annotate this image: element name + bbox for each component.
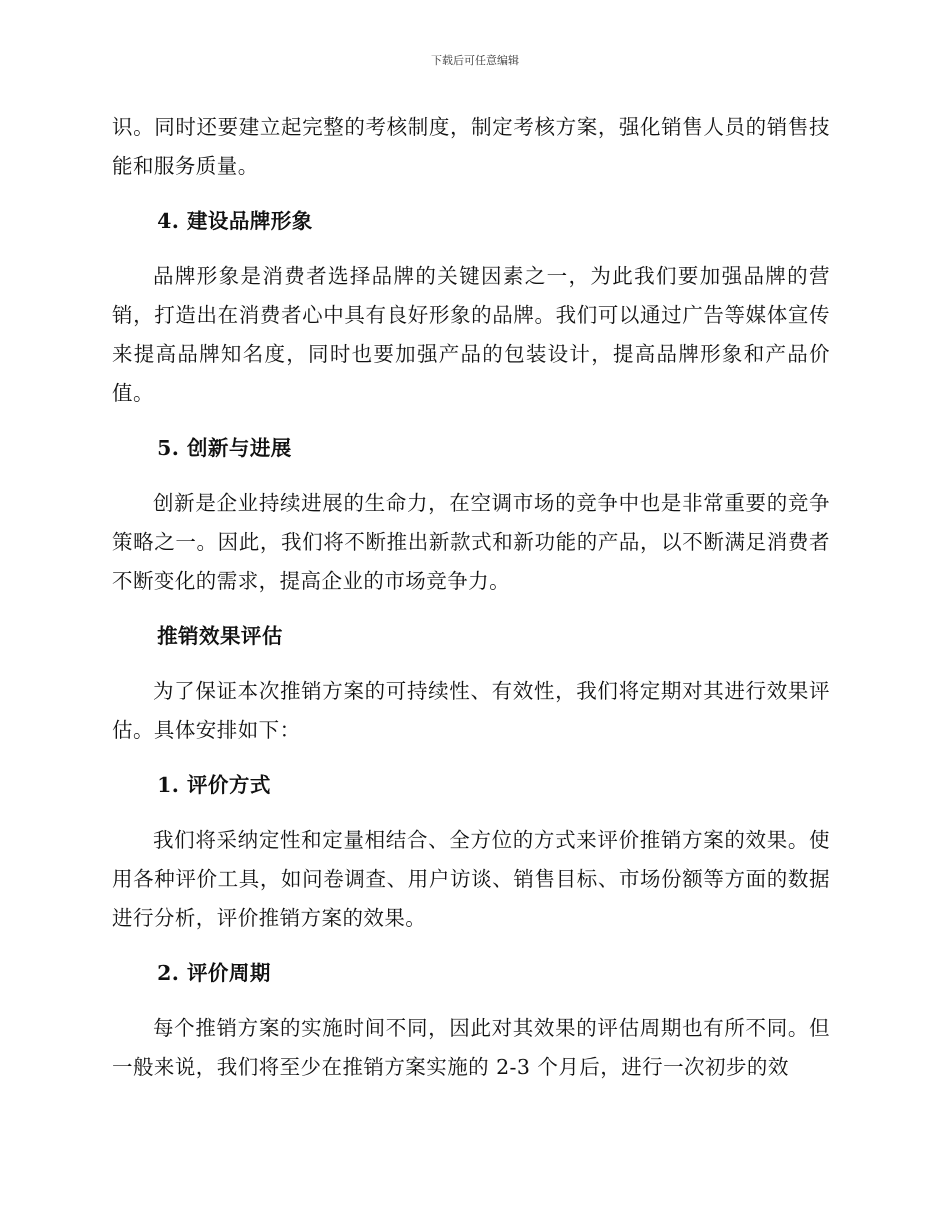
paragraph-effect-evaluation: 为了保证本次推销方案的可持续性、有效性，我们将定期对其进行效果评估。具体安排如下： xyxy=(112,679,830,742)
page-header: 下载后可任意编辑 xyxy=(431,54,519,67)
section-heading-evaluation-cycle: 2. 评价周期 xyxy=(157,961,271,985)
paragraph-continuation: 识。同时还要建立起完整的考核制度，制定考核方案，强化销售人员的销售技能和服务质量。 xyxy=(112,115,830,178)
paragraph-brand-image: 品牌形象是消费者选择品牌的关键因素之一，为此我们要加强品牌的营销，打造出在消费者心中具有良好形象的品牌。我们可以通过广告等媒体宣传来提高品牌知名度，同时也要加强产品的包装设计，提高品牌形象和产品价值。 xyxy=(112,264,830,405)
section-heading-effect-evaluation: 推销效果评估 xyxy=(157,624,283,648)
section-heading-innovation: 5. 创新与进展 xyxy=(157,436,292,460)
section-heading-brand-image: 4. 建设品牌形象 xyxy=(157,209,313,233)
paragraph-evaluation-method: 我们将采纳定性和定量相结合、全方位的方式来评价推销方案的效果。使用各种评价工具，如问卷调查、用户访谈、销售目标、市场份额等方面的数据进行分析，评价推销方案的效果。 xyxy=(112,828,830,930)
paragraph-innovation: 创新是企业持续进展的生命力，在空调市场的竞争中也是非常重要的竞争策略之一。因此，我们将不断推出新款式和新功能的产品，以不断满足消费者不断变化的需求，提高企业的市场竞争力。 xyxy=(112,491,830,593)
paragraph-evaluation-cycle: 每个推销方案的实施时间不同，因此对其效果的评估周期也有所不同。但一般来说，我们将至少在推销方案实施的 2-3 个月后，进行一次初步的效 xyxy=(112,1016,830,1079)
section-heading-evaluation-method: 1. 评价方式 xyxy=(157,773,271,797)
document-body xyxy=(112,108,830,1087)
